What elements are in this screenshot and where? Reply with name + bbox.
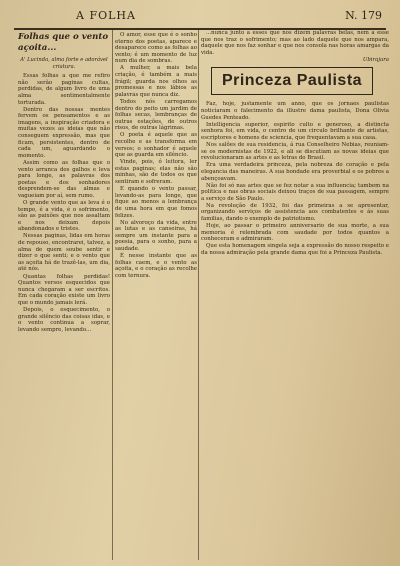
paragraph: Nessas paginas, lidas em horas de repouso, encontrarei, talvez, a alma de quem soube sentir e dizer o que senti; e o vento que as açoita há de trazê-las, um dia, até nós.	[18, 233, 110, 273]
paragraph: Dentro das nossas mentes fervem os pensamentos e as imagens, a inspiração criadora e muitas vezes as ideias que não conseguem expressão, mas que ficam, persistentes, dentro de cada um, aguardando o momento.	[18, 106, 110, 159]
paragraph: Nos salões de sua residencia, á rua Conselheiro Nebias, reuniam-se os modernistas de 1922, e ali se discutiam as novas ideias que revolucionaram as artes e as letras do Brasil.	[201, 142, 389, 162]
paragraph: O amor, esse que é o sonho eterno dos poetas, aparece e desaparece como as folhas ao vento; é um momento de luz num dia de sombras.	[115, 32, 197, 65]
paragraph: Quantas folhas perdidas! Quantos versos esquecidos que nunca chegaram a ser escritos. Em cada coração existe um livro que o mundo jamais lerá.	[18, 273, 110, 306]
paragraph: É nesse instante que as folhas caem, e o vento as açoita, e o coração as recolhe com ternura.	[115, 253, 197, 279]
paragraph: Que esta homenagem singela seja a expressão do nosso respeito e da nossa admiração pela grande dama que foi a Princeza Paulista.	[201, 243, 389, 257]
paragraph: Na revolução de 1932, foi das primeiras a se apresentar, organizando serviços de assistencia aos combatentes e ás suas familias, dando o exemplo de patriotismo.	[201, 202, 389, 223]
article-dedication: A' Lucinda, alma forte e adorável criatura.	[20, 57, 108, 70]
paragraph: Depois, o esquecimento, o grande silêncio das coisas idas, e o vento continua a soprar, levando sempre, levando...	[18, 306, 110, 333]
issue-number: N. 179	[345, 9, 382, 22]
paragraph: Vinde, pois, ó leitora, ler estas paginas; elas não são minhas, são de todos os que sentiram e sofreram.	[115, 159, 197, 186]
column-1	[18, 32, 110, 334]
paragraph: Intelligencia superior, espirito culto e generoso, a distincta senhora foi, em vida, o centro de um circulo brilhante de artistas, escriptores e homens de sciencia, que frequentavam a sua casa.	[201, 121, 389, 141]
column-3	[201, 30, 389, 257]
publication-name: A FOLHA	[76, 9, 136, 22]
column-divider	[198, 30, 199, 560]
paragraph: Faz, hoje, justamente um anno, que os jornaes paulistas noticiaram o falecimento da illustre dama paulista, Dona Olivia Guedes Penteado.	[201, 101, 389, 121]
column-2	[115, 32, 197, 280]
author-signature: Ubirajara	[362, 56, 389, 63]
paragraph: Essas folhas a que me refiro não serão paginas cultas, perdidas, de algum livro de uma alma sentimentalmente torturada.	[18, 73, 110, 106]
paragraph: O grande vento que as leva é o tempo, é a vida, é o sofrimento, são as paixões que nos assaltam e nos deixam depois abandonados e tristes.	[18, 199, 110, 233]
previous-article-end	[201, 30, 389, 63]
column-divider	[112, 30, 113, 560]
paragraph: E quando o vento passar, levando-as para longe, que fique ao menos a lembrança de uma hora em que fomos felizes.	[115, 186, 197, 219]
page-header	[14, 6, 386, 30]
article-title: Folhas que o vento açoita...	[18, 32, 109, 53]
paragraph: Todos nós carregamos dentro do peito um jardim de folhas secas, lembranças de outras estações, de outros risos, de outras lágrimas.	[115, 98, 197, 132]
paragraph: Assim como as folhas que o vento arranca dos galhos e leva para longe, as palavras dos poetas e dos sonhadores desprendem-se das almas e vagueiam por aí, sem rumo.	[18, 159, 110, 199]
paragraph: A mulher, a mais bela criação, é também a mais frágil; guarda nos olhos as promessas e nos lábios as palavras que nunca diz.	[115, 65, 197, 98]
paragraph: No alvoroço da vida, entre as lutas e as canseiras, há sempre um instante para a poesia, para o sonho, para a saudade.	[115, 219, 197, 252]
article-headline-box: Princeza Paulista	[211, 67, 373, 95]
paragraph: O poeta é aquele que as recolhe e as transforma em versos; o sonhador é aquele que as guarda em silêncio.	[115, 132, 197, 159]
paragraph: Não foi só nas artes que se fez notar a sua influencia; tambem na politica e nas obras sociais deixou traços de sua passagem, sempre a serviço de São Paulo.	[201, 182, 389, 202]
paragraph: Era uma verdadeira princeza, pela nobreza do coração e pela elegancia das maneiras. A sua bondade era proverbial e os pobres a abençoavam.	[201, 162, 389, 182]
paragraph: Hoje, ao passar o primeiro anniversario de sua morte, a sua memoria é relembrada com saudade por todos quantos a conheceram e admiraram.	[201, 223, 389, 243]
paragraph: ...nunca junto a esses que nos dizem palavras belas, nem a esse que nos traz o sofrimento; mas ao lado daquele que nos ampara, daquele que nos faz sonhar e que nos consola nas horas amargas da vida.	[201, 30, 389, 56]
